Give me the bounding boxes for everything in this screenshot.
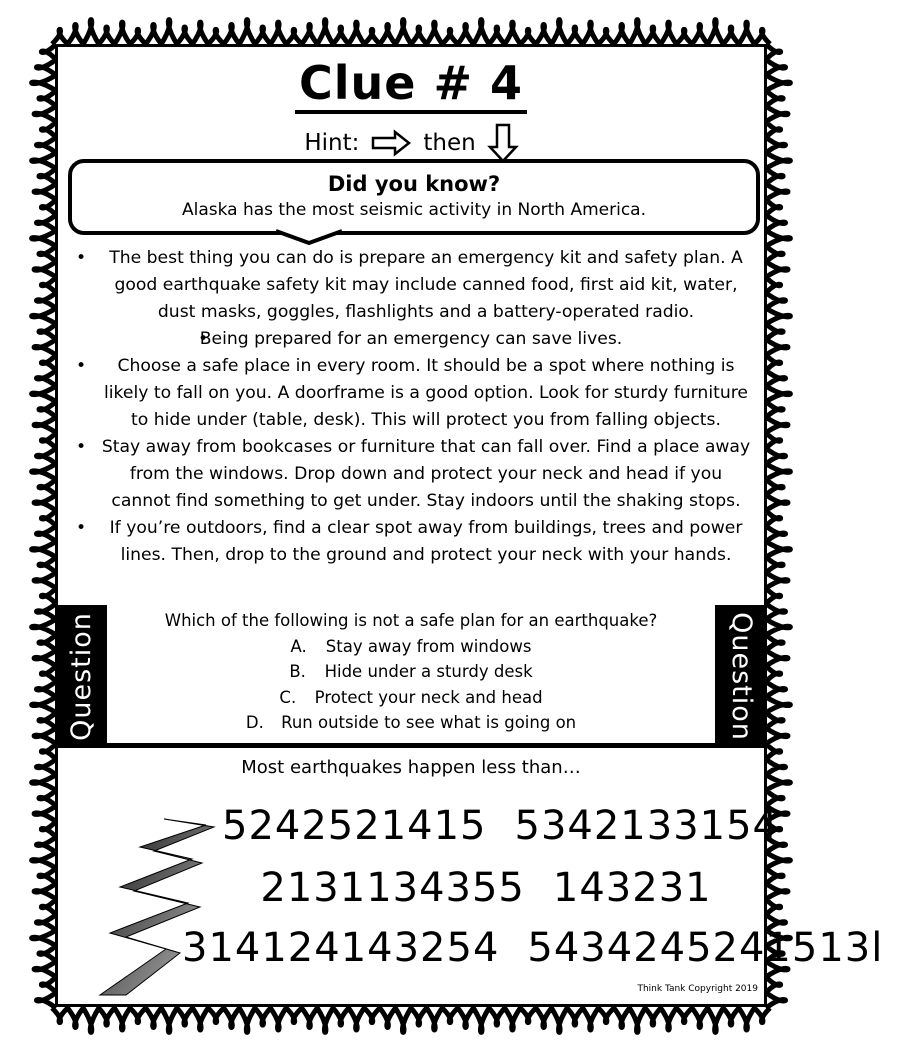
down-arrow-icon [488, 123, 518, 163]
tip-item: • If you’re outdoors, find a clear spot away from buildings, trees and power lines. Then, drop to the ground and protect your neck with your hands. [68, 515, 760, 569]
hint-label: Hint: [304, 130, 360, 156]
answer-option-b: B. Hide under a sturdy desk [289, 662, 533, 681]
copyright-note: Think Tank Copyright 2019 [637, 984, 758, 994]
question-side-label-left: Question [65, 612, 97, 741]
did-you-know-box [68, 159, 760, 235]
question-side-label-right: Question [725, 612, 757, 741]
code-line-2: 2131134355 143231 [260, 865, 712, 911]
question-band [55, 605, 767, 748]
hint-row [58, 123, 764, 163]
code-line-1: 5242521415 5342133154 [222, 803, 779, 849]
tip-item: • Choose a safe place in every room. It should be a spot where nothing is likely to fall on you. A doorframe is a good option. Look for sturdy furniture to hide under (table, desk). This will protect you from falling objects. [68, 353, 760, 434]
answer-option-c: C. Protect your neck and head [279, 687, 543, 707]
tip-item: • Stay away from bookcases or furniture that can fall over. Find a place away from the windows. Drop down and protect your neck and head if you cannot find something to get under. Stay indoors until the shaking stops. [68, 434, 760, 515]
did-you-know-fact: Alaska has the most seismic activity in North America. [181, 200, 646, 220]
question-text: Which of the following is not a safe plan for an earthquake? [164, 611, 658, 630]
earthquake-crack-icon [96, 817, 216, 997]
safety-tips-list [68, 245, 760, 569]
did-you-know-heading: Did you know? [327, 172, 501, 196]
puzzle-prompt: Most earthquakes happen less than… [241, 757, 581, 778]
right-arrow-icon [371, 130, 411, 156]
clue-title: Clue # 4 [58, 57, 764, 109]
tip-item: • The best thing you can do is prepare an emergency kit and safety plan. A good earthquake safety kit may include canned food, first aid kit, water, dust masks, goggles, flashlights and a battery-operated radio. [68, 245, 760, 326]
worksheet-page [55, 44, 884, 1007]
code-line-3: 314124143254 5434245241513l [182, 925, 884, 971]
hint-then: then [423, 130, 476, 156]
answer-option-d: D. Run outside to see what is going on [245, 713, 577, 732]
question-box [107, 605, 715, 743]
tip-item: • Being prepared for an emergency can save lives. [68, 326, 760, 353]
answer-option-a: A. Stay away from windows [290, 636, 532, 656]
